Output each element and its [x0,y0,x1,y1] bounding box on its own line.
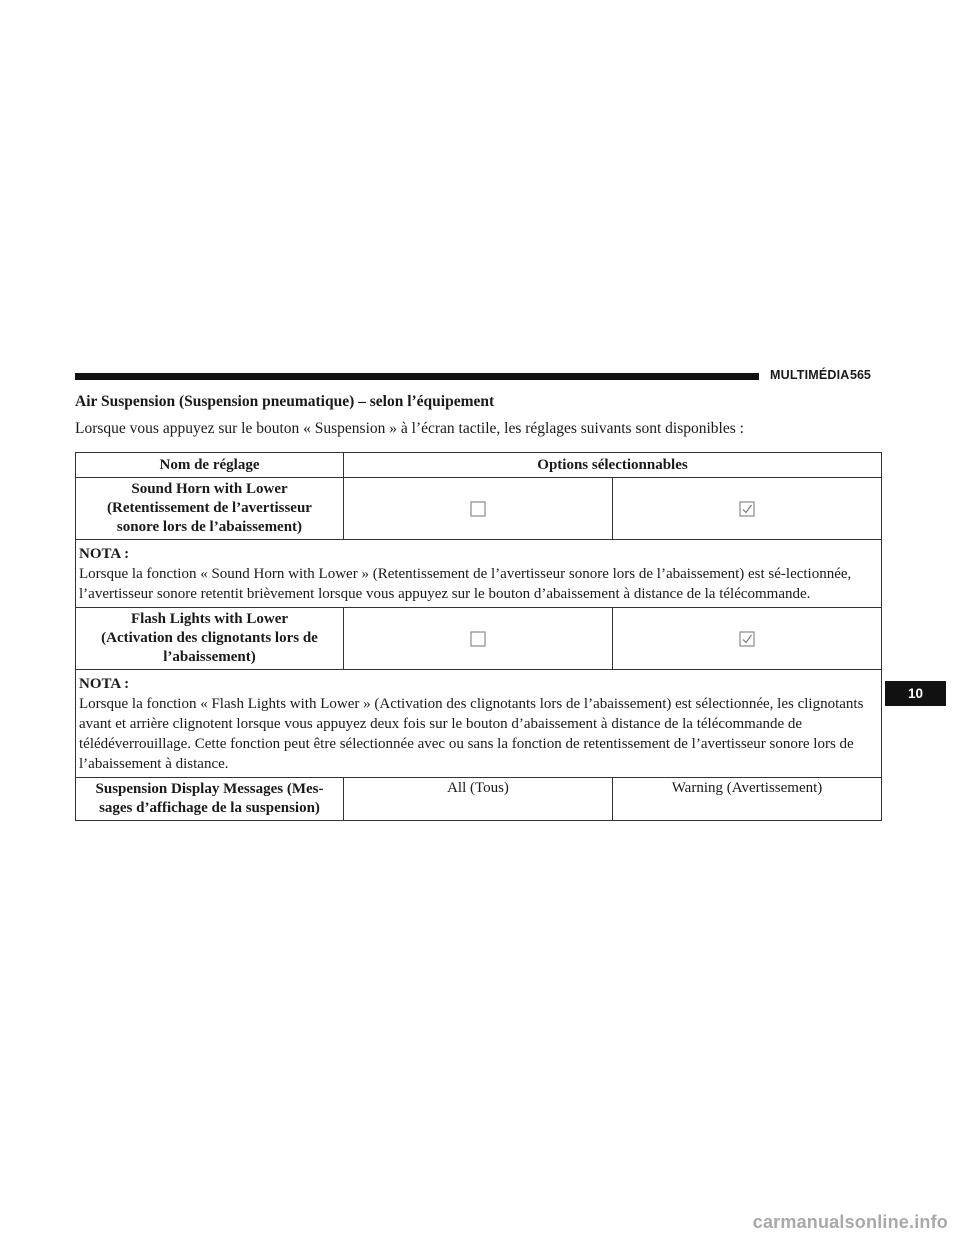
setting-name-line: sonore lors de l’abaissement) [116,519,303,535]
checked-box-icon [739,501,755,517]
note-cell [76,540,882,608]
setting-name-line: Sound Horn with Lower [131,481,288,497]
intro-paragraph: Lorsque vous appuyez sur le bouton « Suspension » à l’écran tactile, les réglages suivants sont disponibles : [75,420,744,437]
header-section-title: MULTIMÉDIA [770,368,850,382]
page-number: 565 [850,368,871,382]
checked-box-icon [739,631,755,647]
note-row [76,540,882,608]
watermark: carmanualsonline.info [752,1212,948,1232]
setting-name-line: sages d’affichage de la suspension) [99,800,320,816]
note-row [76,670,882,778]
option-warning[interactable]: Warning (Avertissement) [613,778,882,821]
setting-name-line: l’abaissement) [163,649,256,665]
note-cell [76,670,882,778]
section-title: Air Suspension (Suspension pneumatique) – selon l’équipement [75,393,495,410]
table-row [76,608,882,670]
table-row [76,778,882,821]
setting-name-line: Suspension Display Messages (Mes- [95,781,324,797]
header-rule [75,373,759,380]
table-row [76,478,882,540]
note-text: Lorsque la fonction « Sound Horn with Lower » (Retentissement de l’avertisseur sonore lors de l’abaissement) est sé-lectionnée, l’avertisseur sonore retentit brièvement lorsque vous appuyez sur le bouton d’abaissement à distance de la télécommande. [79,566,852,602]
setting-name [76,478,344,540]
option-checked[interactable] [613,608,882,670]
note-label: NOTA : [79,676,130,692]
option-checked[interactable] [613,478,882,540]
unchecked-box-icon [470,631,486,647]
note-label: NOTA : [79,546,130,562]
option-all[interactable]: All (Tous) [344,778,613,821]
option-unchecked[interactable] [344,478,613,540]
unchecked-box-icon [470,501,486,517]
setting-name-line: Flash Lights with Lower [130,611,289,627]
setting-name [76,608,344,670]
setting-name-line: (Activation des clignotants lors de [101,630,318,646]
column-header-options: Options sélectionnables [344,453,882,478]
setting-name [76,778,344,821]
table-header-row [76,453,882,478]
chapter-tab: 10 [885,681,946,706]
column-header-setting-name: Nom de réglage [76,453,344,478]
option-unchecked[interactable] [344,608,613,670]
note-text: Lorsque la fonction « Flash Lights with Lower » (Activation des clignotants lors de l’abaissement) est sélectionnée, les clignotants avant et arrière clignotent lorsque vous appuyez deux fois sur le bouton d’abaissement à distance de la télécommande de télédéverrouillage. Cette fonction peut être sélectionnée avec ou sans la fonction de retentissement de l’avertisseur sonore lors de l’abaissement à distance. [79,696,864,772]
setting-name-line: (Retentissement de l’avertisseur [107,500,312,516]
settings-table [75,452,882,821]
